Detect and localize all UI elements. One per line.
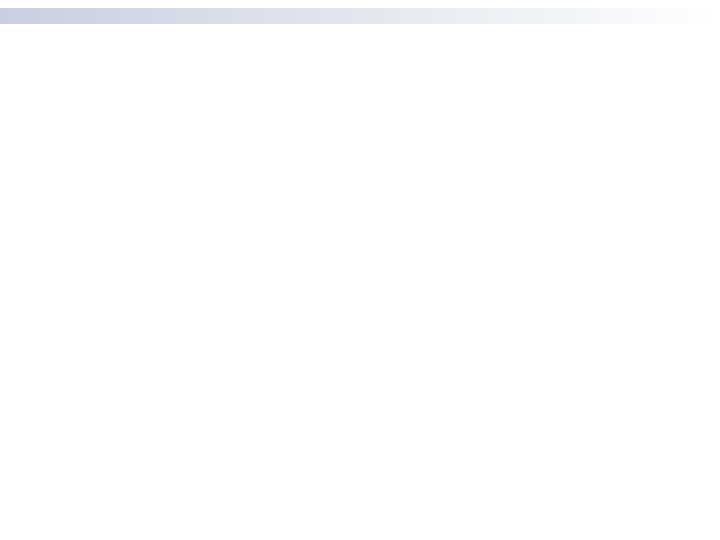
corner-decoration [0,0,720,48]
corner-gradient-bar [0,8,720,24]
activity-relationship-diagram [190,195,530,445]
